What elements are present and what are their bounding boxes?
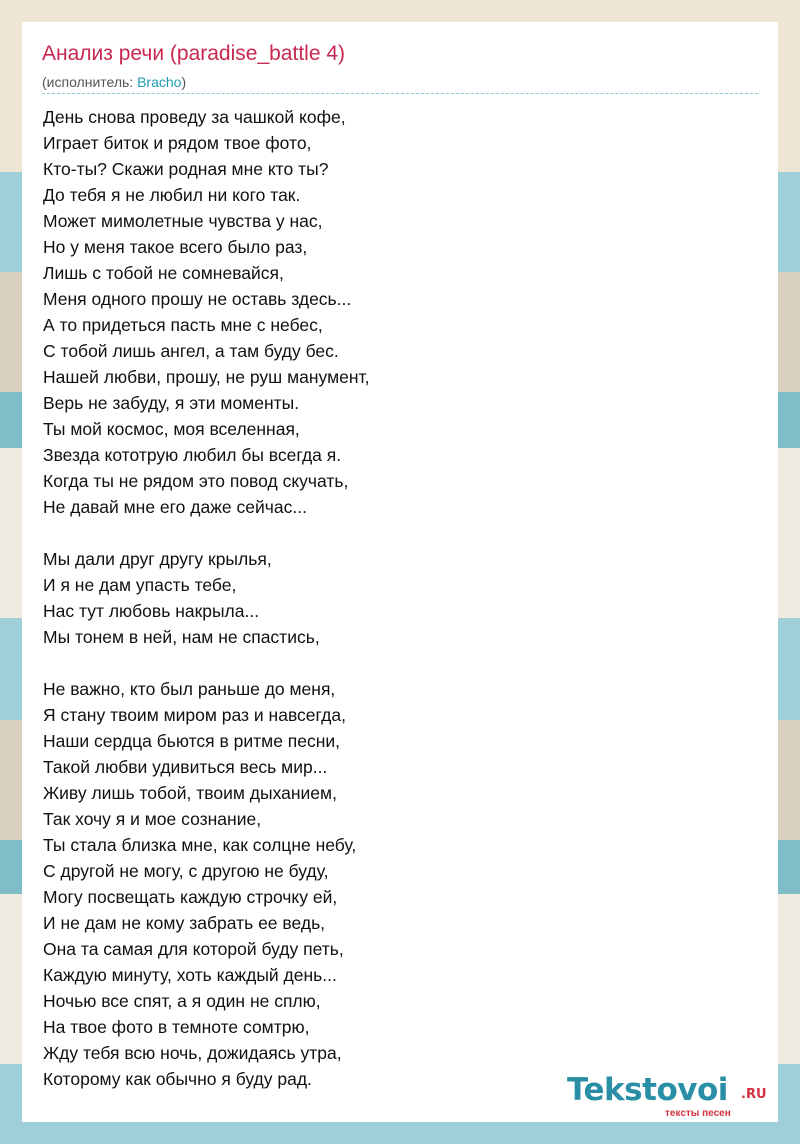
stanza-gap (43, 520, 743, 546)
lyric-line: Не важно, кто был раньше до меня, (43, 679, 336, 699)
lyric-line: Нас тут любовь накрыла... (43, 601, 260, 621)
lyric-line: Меня одного прошу не оставь здесь... (43, 289, 352, 309)
lyric-line: Нашей любви, прошу, не руш манумент, (43, 367, 370, 387)
artist-prefix: (исполнитель: (42, 74, 138, 90)
lyric-line: Но у меня такое всего было раз, (43, 237, 308, 257)
header-divider (42, 93, 758, 94)
lyric-line: Я стану твоим миром раз и навсегда, (43, 705, 346, 725)
lyric-line: Так хочу я и мое сознание, (43, 809, 262, 829)
lyric-line: Ночью все спят, а я один не сплю, (43, 991, 321, 1011)
lyric-line: Когда ты не рядом это повод скучать, (43, 471, 349, 491)
artist-line (42, 74, 186, 90)
lyric-line: Лишь с тобой не сомневайся, (43, 263, 284, 283)
lyric-line: До тебя я не любил ни кого так. (43, 185, 301, 205)
lyric-line: Она та самая для которой буду петь, (43, 939, 344, 959)
lyric-line: Могу посвещать каждую строчку ей, (43, 887, 338, 907)
lyric-line: На твое фото в темноте сомтрю, (43, 1017, 310, 1037)
artist-suffix: ) (181, 74, 187, 90)
lyric-line: А то придеться пасть мне с небес, (43, 315, 323, 335)
site-logo[interactable] (567, 1072, 777, 1120)
lyrics-card (22, 22, 778, 1122)
lyric-line: Ты мой космос, моя вселенная, (43, 419, 300, 439)
logo-domain: .RU (741, 1087, 767, 1102)
lyric-line: Мы дали друг другу крылья, (43, 549, 272, 569)
logo-wordmark: Tekstovoi (567, 1072, 728, 1108)
lyric-line: Не давай мне его даже сейчас... (43, 497, 307, 517)
lyrics-body (43, 104, 743, 1092)
lyric-line: Жду тебя всю ночь, дожидаясь утра, (43, 1043, 342, 1063)
page-title: Анализ речи (paradise_battle 4) (42, 42, 346, 65)
lyric-line: Живу лишь тобой, твоим дыханием, (43, 783, 337, 803)
lyric-line: Кто-ты? Скажи родная мне кто ты? (43, 159, 329, 179)
lyric-line: И не дам не кому забрать ее ведь, (43, 913, 326, 933)
stanza-gap (43, 650, 743, 676)
lyric-line: Звезда кототрую любил бы всегда я. (43, 445, 342, 465)
lyric-line: Мы тонем в ней, нам не спастись, (43, 627, 320, 647)
lyric-line: И я не дам упасть тебе, (43, 575, 237, 595)
artist-link[interactable]: Bracho (137, 74, 182, 90)
lyric-line: День снова проведу за чашкой кофе, (43, 107, 346, 127)
lyric-line: Ты стала близка мне, как солцне небу, (43, 835, 357, 855)
logo-tagline: тексты песен (665, 1108, 731, 1119)
lyric-line: Верь не забуду, я эти моменты. (43, 393, 300, 413)
lyric-line: Которому как обычно я буду рад. (43, 1069, 312, 1089)
lyric-line: Такой любви удивиться весь мир... (43, 757, 328, 777)
lyric-line: Может мимолетные чувства у нас, (43, 211, 323, 231)
lyric-line: Каждую минуту, хоть каждый день... (43, 965, 337, 985)
lyric-line: С тобой лишь ангел, а там буду бес. (43, 341, 339, 361)
lyric-line: Играет биток и рядом твое фото, (43, 133, 312, 153)
lyric-line: С другой не могу, с другою не буду, (43, 861, 329, 881)
lyric-line: Наши сердца бьются в ритме песни, (43, 731, 341, 751)
